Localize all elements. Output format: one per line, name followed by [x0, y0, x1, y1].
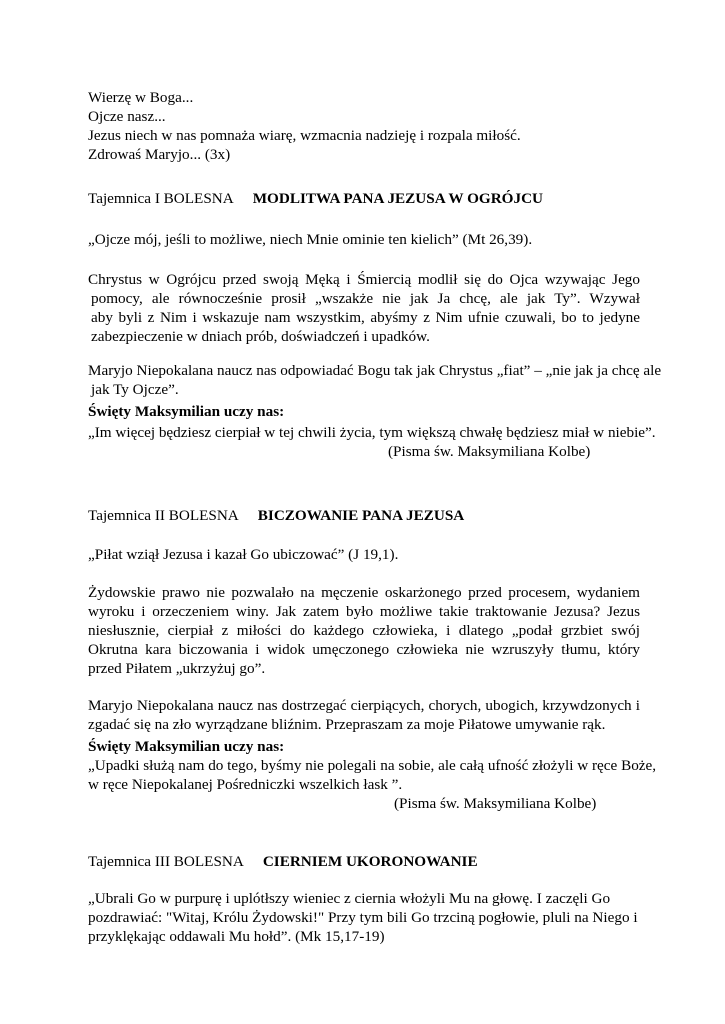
paragraph-line: Maryjo Niepokalana naucz nas dostrzegać cierpiących, chorych, ubogich, krzywdzonych i [88, 697, 640, 714]
source-citation: (Pisma św. Maksymiliana Kolbe) [388, 443, 591, 460]
saint-heading [88, 737, 640, 756]
prayer-line: Wierzę w Boga... [88, 89, 194, 106]
paragraph-line: pomocy, ale równocześnie prosił „wszakże nie jak Ja chcę, ale jak Ty”. Wzywał [91, 290, 640, 307]
mystery-label: Tajemnica II BOLESNA [88, 507, 239, 524]
reflection-paragraph [88, 270, 640, 346]
scripture-quote [88, 889, 640, 946]
saint-quote [88, 423, 656, 461]
mystery-2-heading [88, 506, 640, 525]
paragraph-line: aby byli z Nim i wskazuje nam wszystkim, abyśmy z Nim ufnie czuwali, bo to jedyne [91, 309, 640, 326]
paragraph-line: zgadać się na zło wyrządzane bliźnim. Przepraszam za moje Piłatowe umywanie rąk. [88, 716, 606, 733]
paragraph-line: Okrutna kara biczowania i widok umęczonego człowieka nie wzruszyły tłumu, który [88, 641, 640, 658]
paragraph-line: „Im więcej będziesz cierpiał w tej chwili życia, tym większą chwałę będziesz miał w niebie”. [88, 424, 656, 441]
paragraph-line: pozdrawiać: "Witaj, Królu Żydowski!" Przy tym bili Go trzciną pogłowie, pluli na Niego i [88, 909, 638, 926]
paragraph-line: Żydowskie prawo nie pozwalało na męczenie oskarżonego przed procesem, wydaniem [88, 584, 640, 601]
paragraph-line: „Ubrali Go w purpurę i uplótłszy wieniec z ciernia włożyli Mu na głowę. I zaczęli Go [88, 890, 611, 907]
mystery-title: MODLITWA PANA JEZUSA W OGRÓJCU [252, 190, 544, 207]
source-citation: (Pisma św. Maksymiliana Kolbe) [394, 795, 597, 812]
mystery-title: CIERNIEM UKORONOWANIE [262, 853, 478, 870]
paragraph-line: wyroku i orzeczeniem winy. Jak zatem było możliwe takie traktowanie Jezusa? Jezus [88, 603, 640, 620]
opening-prayers [88, 88, 640, 164]
scripture-quote: „Ojcze mój, jeśli to możliwe, niech Mnie ominie ten kielich” (Mt 26,39). [88, 231, 533, 248]
paragraph-line: w ręce Niepokalanej Pośredniczki wszelkich łask ”. [88, 776, 403, 793]
paragraph-line: przyklękając oddawali Mu hołd”. (Mk 15,17-19) [88, 928, 385, 945]
prayer-line: Zdrowaś Maryjo... (3x) [88, 146, 231, 163]
paragraph-line: „Upadki służą nam do tego, byśmy nie polegali na sobie, ale całą ufność złożyli w ręce Boże, [88, 757, 657, 774]
reflection-paragraph [88, 583, 640, 678]
saint-heading-text: Święty Maksymilian uczy nas: [88, 738, 285, 755]
scripture-quote: „Piłat wziął Jezusa i kazał Go ubiczować” (J 19,1). [88, 546, 399, 563]
prayer-line: Ojcze nasz... [88, 108, 166, 125]
paragraph-line: zabezpieczenie w dniach prób, doświadczeń i upadków. [91, 328, 430, 345]
paragraph-line: jak Ty Ojcze”. [91, 381, 179, 398]
paragraph-line: Chrystus w Ogrójcu przed swoją Męką i Śmiercią modlił się do Ojca wzywając Jego [88, 271, 640, 288]
paragraph-line: Maryjo Niepokalana naucz nas odpowiadać Bogu tak jak Chrystus „fiat” – „nie jak ja chcę ale [88, 362, 662, 379]
mystery-1-heading [88, 189, 640, 208]
paragraph-line: niesłusznie, cierpiał z miłości do każdego człowieka, i dlatego „podał grzbiet swój [88, 622, 640, 639]
mystery-label: Tajemnica III BOLESNA [88, 853, 244, 870]
mystery-title: BICZOWANIE PANA JEZUSA [257, 507, 465, 524]
mystery-label: Tajemnica I BOLESNA [88, 190, 234, 207]
saint-heading [88, 402, 640, 421]
saint-quote [88, 756, 657, 813]
marian-prayer [88, 361, 662, 399]
mystery-3-heading [88, 852, 640, 871]
prayer-line: Jezus niech w nas pomnaża wiarę, wzmacnia nadzieję i rozpala miłość. [88, 127, 521, 144]
paragraph-line: przed Piłatem „ukrzyżuj go”. [88, 660, 266, 677]
saint-heading-text: Święty Maksymilian uczy nas: [88, 403, 285, 420]
marian-prayer [88, 696, 640, 734]
